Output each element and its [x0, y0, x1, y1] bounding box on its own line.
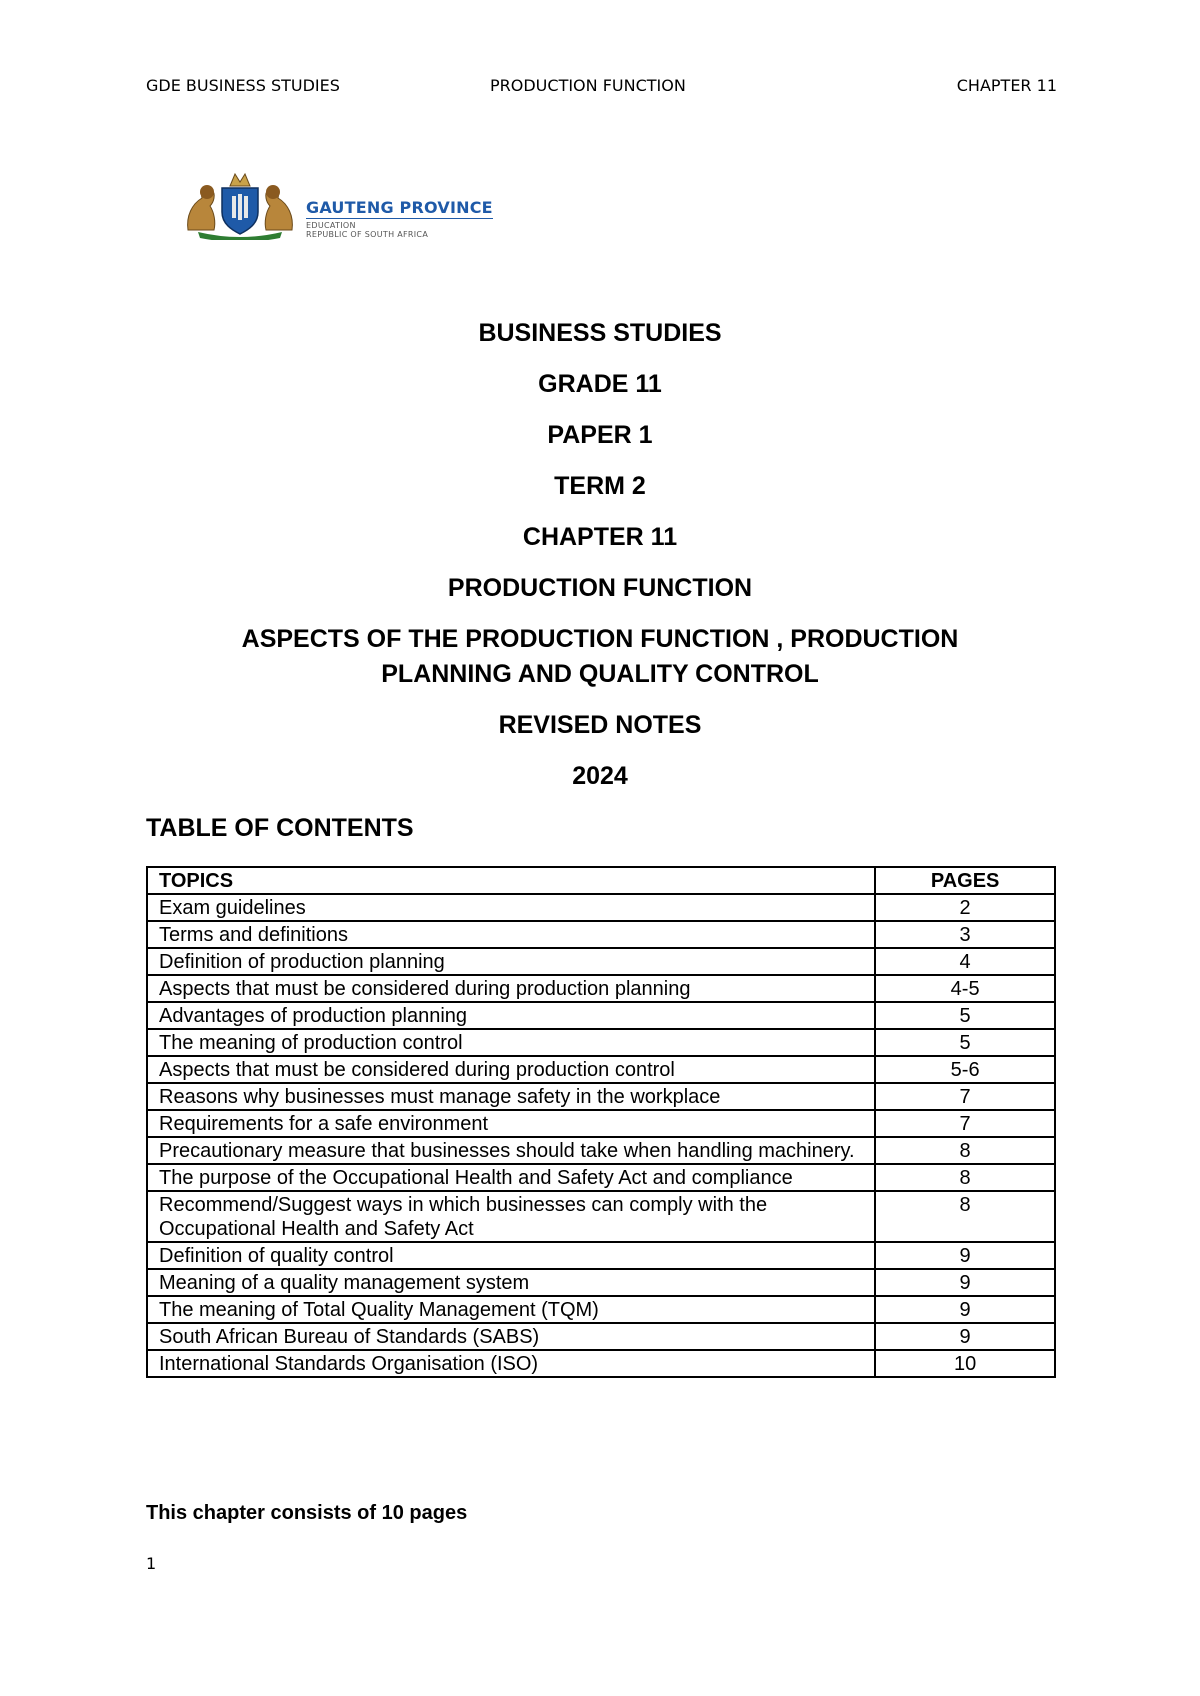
toc-topic: Definition of production planning — [147, 948, 875, 975]
toc-table — [146, 866, 1056, 1378]
toc-pages: 9 — [875, 1323, 1055, 1350]
toc-pages: 10 — [875, 1350, 1055, 1377]
toc-row — [147, 1164, 1055, 1191]
toc-topic: International Standards Organisation (ISO) — [147, 1350, 875, 1377]
toc-row — [147, 1242, 1055, 1269]
toc-topic: Requirements for a safe environment — [147, 1110, 875, 1137]
page-header — [0, 76, 1200, 100]
toc-pages: 4 — [875, 948, 1055, 975]
toc-topic: Exam guidelines — [147, 894, 875, 921]
title-term: TERM 2 — [554, 472, 646, 500]
toc-pages: 7 — [875, 1083, 1055, 1110]
toc-row — [147, 1002, 1055, 1029]
toc-row — [147, 1137, 1055, 1164]
toc-topic: Definition of quality control — [147, 1242, 875, 1269]
toc-row — [147, 1350, 1055, 1377]
toc-heading: TABLE OF CONTENTS — [146, 814, 414, 842]
toc-row — [147, 948, 1055, 975]
toc-pages: 9 — [875, 1242, 1055, 1269]
toc-col-topics: TOPICS — [147, 867, 875, 894]
toc-topic: The purpose of the Occupational Health and Safety Act and compliance — [147, 1164, 875, 1191]
title-chapter: CHAPTER 11 — [522, 523, 678, 551]
toc-pages: 9 — [875, 1296, 1055, 1323]
toc-topic: Aspects that must be considered during production planning — [147, 975, 875, 1002]
toc-topic: Reasons why businesses must manage safety in the workplace — [147, 1083, 875, 1110]
logo-title: GAUTENG PROVINCE — [306, 198, 493, 217]
logo-text — [306, 198, 493, 239]
toc-row — [147, 1056, 1055, 1083]
toc-topic: Meaning of a quality management system — [147, 1269, 875, 1296]
toc-row — [147, 1083, 1055, 1110]
chapter-page-count: This chapter consists of 10 pages — [146, 1502, 468, 1524]
toc-row — [147, 1029, 1055, 1056]
toc-pages: 5-6 — [875, 1056, 1055, 1083]
title-notes: REVISED NOTES — [498, 711, 702, 739]
toc-pages: 8 — [875, 1137, 1055, 1164]
toc-row — [147, 894, 1055, 921]
header-right: CHAPTER 11 — [956, 76, 1057, 95]
toc-topic: Recommend/Suggest ways in which businesses can comply with the Occupational Health and Safety Act — [147, 1191, 875, 1242]
toc-row — [147, 1110, 1055, 1137]
toc-pages: 7 — [875, 1110, 1055, 1137]
toc-pages: 9 — [875, 1269, 1055, 1296]
toc-row — [147, 1296, 1055, 1323]
title-function: PRODUCTION FUNCTION — [447, 574, 753, 602]
title-aspects-line1: ASPECTS OF THE PRODUCTION FUNCTION , PRODUCTION — [241, 625, 959, 653]
header-center: PRODUCTION FUNCTION — [490, 76, 686, 95]
title-aspects-line2: PLANNING AND QUALITY CONTROL — [381, 660, 819, 688]
page-number: 1 — [146, 1554, 157, 1573]
toc-pages: 8 — [875, 1164, 1055, 1191]
title-grade: GRADE 11 — [538, 370, 662, 398]
toc-topic: The meaning of production control — [147, 1029, 875, 1056]
toc-row — [147, 1269, 1055, 1296]
toc-topic: South African Bureau of Standards (SABS) — [147, 1323, 875, 1350]
toc-row — [147, 975, 1055, 1002]
toc-topic: Precautionary measure that businesses should take when handling machinery. — [147, 1137, 875, 1164]
logo-subtitle-education: EDUCATION — [306, 221, 356, 230]
toc-pages: 4-5 — [875, 975, 1055, 1002]
coat-of-arms-icon — [180, 168, 300, 240]
toc-topic: Aspects that must be considered during production control — [147, 1056, 875, 1083]
cover-titles — [0, 316, 1200, 810]
title-subject: BUSINESS STUDIES — [478, 319, 722, 347]
toc-pages: 2 — [875, 894, 1055, 921]
title-paper: PAPER 1 — [547, 421, 653, 449]
toc-pages: 5 — [875, 1002, 1055, 1029]
toc-topic: Advantages of production planning — [147, 1002, 875, 1029]
header-left: GDE BUSINESS STUDIES — [146, 76, 340, 95]
toc-row — [147, 1323, 1055, 1350]
toc-pages: 5 — [875, 1029, 1055, 1056]
toc-row — [147, 921, 1055, 948]
toc-body — [147, 894, 1055, 1377]
title-year: 2024 — [572, 762, 628, 790]
toc-pages: 8 — [875, 1191, 1055, 1242]
toc-col-pages: PAGES — [875, 867, 1055, 894]
toc-row — [147, 1191, 1055, 1242]
logo-subtitle-republic: REPUBLIC OF SOUTH AFRICA — [306, 230, 429, 239]
title-aspects — [0, 622, 1200, 692]
gauteng-logo — [180, 168, 510, 240]
toc-header-row — [147, 867, 1055, 894]
toc-topic: The meaning of Total Quality Management (TQM) — [147, 1296, 875, 1323]
toc-pages: 3 — [875, 921, 1055, 948]
toc-topic: Terms and definitions — [147, 921, 875, 948]
